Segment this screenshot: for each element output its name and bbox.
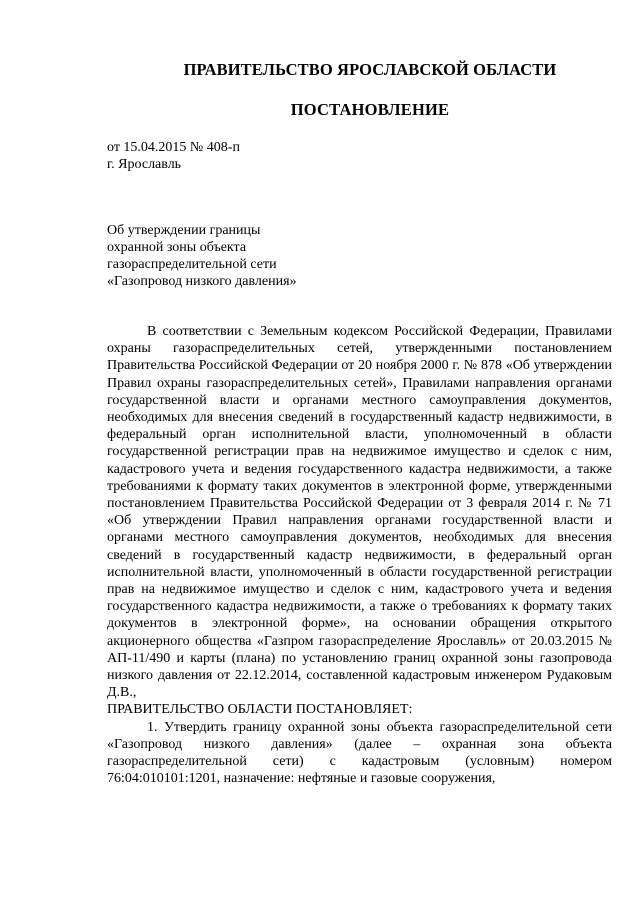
item-1-paragraph: 1. Утвердить границу охранной зоны объекта газораспределительной сети «Газопровод низкого давления» (далее – охранная зона объекта газораспределительной сети) с кадастровым (условным) номером 76:04:010101:1201, назначение: нефтяные и газовые сооружения, — [107, 719, 612, 787]
subject-line: «Газопровод низкого давления» — [107, 274, 297, 289]
organization-title: ПРАВИТЕЛЬСТВО ЯРОСЛАВСКОЙ ОБЛАСТИ — [183, 60, 557, 79]
subject-line: Об утверждении границы — [107, 223, 261, 238]
preamble-paragraph: В соответствии с Земельным кодексом Российской Федерации, Правилами охраны газораспределительных сетей, утвержденными постановлением Правительства Российской Федерации от 20 ноября 2000 г. № 878 «Об утверждении Правил охраны газораспределительных сетей», Правилами направления органами государственной власти и органами местного самоуправления документов, необходимых для внесения сведений в государственный кадастр недвижимости, в федеральный орган исполнительной власти, уполномоченный в области государственной регистрации прав на недвижимое имущество и сделок с ним, кадастрового учета и ведения государственного кадастра недвижимости, а также требованиями к формату таких документов в электронной форме, утвержденными постановлением Правительства Российской Федерации от 3 февраля 2014 г. № 71 «Об утверждении Правил направления органами государственной власти и органами местного самоуправления документов, необходимых для внесения сведений в государственный кадастр недвижимости, в федеральный орган исполнительной власти, уполномоченный в области государственной регистрации прав на недвижимое имущество и сделок с ним, кадастрового учета и ведения государственного кадастра недвижимости, а также о требованиях к формату таких документов в электронной форме», на основании обращения открытого акционерного общества «Газпром газораспределение Ярославль» от 20.03.2015 № АП-11/490 и карты (плана) по установлению границ охранной зоны газопровода низкого давления от 22.12.2014, составленной кадастровым инженером Рудаковым Д.В., — [107, 324, 612, 701]
document-type-title: ПОСТАНОВЛЕНИЕ — [290, 100, 450, 119]
document-subject — [107, 222, 297, 290]
resolves-heading: ПРАВИТЕЛЬСТВО ОБЛАСТИ ПОСТАНОВЛЯЕТ: — [107, 702, 413, 718]
city: г. Ярославль — [107, 157, 182, 172]
document-body — [107, 323, 612, 787]
document-meta — [107, 139, 240, 173]
subject-line: охранной зоны объекта — [107, 240, 247, 255]
subject-line: газораспределительной сети — [107, 257, 277, 272]
date-number: от 15.04.2015 № 408-п — [107, 140, 240, 155]
